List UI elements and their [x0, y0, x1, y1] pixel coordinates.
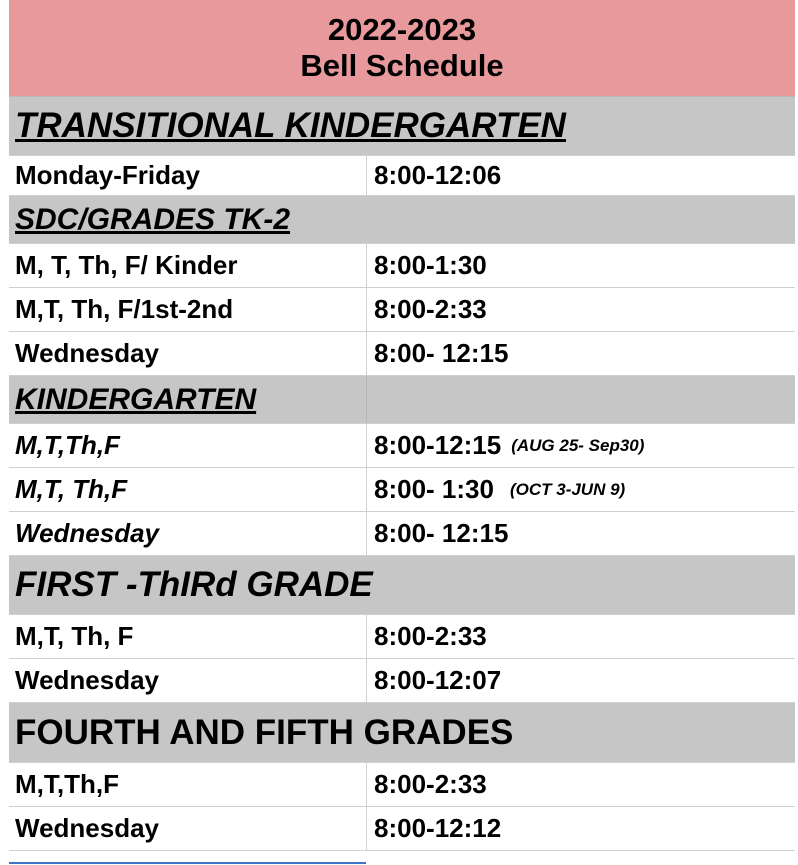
row-header-edge [0, 0, 9, 865]
day-cell[interactable]: Wednesday [15, 338, 160, 368]
time-cell[interactable]: 8:00- 12:15 [366, 512, 795, 555]
day-cell[interactable]: M,T,Th,F [15, 430, 120, 460]
time-cell[interactable]: 8:00- 12:15 [366, 332, 795, 375]
day-cell[interactable]: Wednesday [15, 665, 160, 695]
time-cell[interactable] [366, 424, 795, 467]
time-cell[interactable]: 8:00-2:33 [366, 763, 795, 806]
title-text: Bell Schedule [300, 48, 504, 83]
table-row[interactable] [9, 424, 795, 468]
time-cell[interactable]: 8:00-12:12 [366, 807, 795, 850]
section-header-kinder[interactable] [9, 376, 795, 424]
time-cell[interactable] [366, 468, 795, 511]
section-heading: FOURTH AND FIFTH GRADES [15, 712, 514, 752]
table-row[interactable] [9, 807, 795, 851]
section-header-fourth-fifth[interactable] [9, 703, 795, 763]
day-cell[interactable]: Wednesday [15, 813, 160, 843]
time-value: 8:00-12:15 [374, 430, 502, 460]
section-header-tk[interactable] [9, 97, 795, 156]
section-heading: KINDERGARTEN [15, 382, 257, 416]
time-value: 8:00- 1:30 [374, 474, 494, 504]
date-range-note: (AUG 25- Sep30) [511, 435, 645, 455]
section-heading: FIRST -ThIRd GRADE [15, 565, 373, 604]
section-header-first-third[interactable] [9, 556, 795, 615]
title-cell[interactable] [9, 0, 795, 97]
date-range-note: (OCT 3-JUN 9) [509, 479, 626, 499]
day-cell[interactable]: Monday-Friday [15, 160, 200, 190]
schedule-grid [9, 97, 795, 851]
time-cell[interactable]: 8:00-12:07 [366, 659, 795, 702]
section-header-sdc[interactable] [9, 196, 795, 244]
table-row[interactable] [9, 468, 795, 512]
table-row[interactable] [9, 659, 795, 703]
section-heading: SDC/GRADES TK-2 [15, 202, 291, 236]
title-year: 2022-2023 [327, 12, 477, 47]
day-cell[interactable]: M,T, Th,F [15, 474, 128, 504]
section-heading: TRANSITIONAL KINDERGARTEN [15, 106, 566, 145]
table-row[interactable] [9, 332, 795, 376]
day-cell[interactable]: M,T, Th, F/1st-2nd [15, 294, 234, 324]
table-row[interactable] [9, 615, 795, 659]
table-row[interactable] [9, 763, 795, 807]
day-cell[interactable]: Wednesday [15, 518, 160, 548]
time-cell[interactable]: 8:00-1:30 [366, 244, 795, 287]
empty-cell[interactable] [366, 376, 795, 423]
table-row[interactable] [9, 244, 795, 288]
day-cell[interactable]: M, T, Th, F/ Kinder [15, 250, 238, 280]
time-cell[interactable]: 8:00-12:06 [366, 156, 795, 195]
table-row[interactable] [9, 512, 795, 556]
day-cell[interactable]: M,T,Th,F [15, 769, 119, 799]
table-row[interactable] [9, 288, 795, 332]
time-cell[interactable]: 8:00-2:33 [366, 615, 795, 658]
day-cell[interactable]: M,T, Th, F [15, 621, 134, 651]
selected-cell-indicator [9, 862, 366, 864]
time-cell[interactable]: 8:00-2:33 [366, 288, 795, 331]
table-row[interactable] [9, 156, 795, 196]
